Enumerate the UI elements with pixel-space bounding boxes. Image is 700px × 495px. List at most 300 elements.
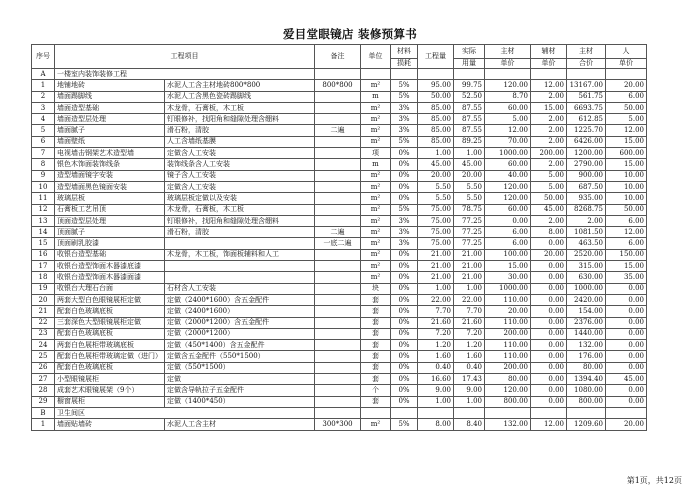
row-unit: 套 bbox=[361, 374, 391, 385]
row-aux-price: 20.00 bbox=[531, 249, 567, 260]
row-unit: m² bbox=[361, 102, 391, 113]
row-unit: m² bbox=[361, 419, 391, 430]
row-main-total: 132.00 bbox=[567, 340, 606, 351]
row-aux-price: 200.00 bbox=[531, 148, 567, 159]
empty-cell bbox=[418, 69, 454, 80]
empty-cell bbox=[315, 407, 361, 418]
row-unit: 套 bbox=[361, 396, 391, 407]
row-note bbox=[315, 102, 361, 113]
empty-cell bbox=[361, 407, 391, 418]
row-aux-price: 0.00 bbox=[531, 317, 567, 328]
row-aux-price: 0.00 bbox=[531, 283, 567, 294]
row-note bbox=[315, 159, 361, 170]
row-note bbox=[315, 215, 361, 226]
row-name: 墙面贴墙砖 bbox=[55, 419, 165, 430]
empty-cell bbox=[531, 69, 567, 80]
row-name: 造型墙面黑色镜面安装 bbox=[55, 181, 165, 192]
table-row bbox=[32, 136, 647, 147]
row-loss: 0% bbox=[391, 159, 418, 170]
row-main-price: 800.00 bbox=[485, 396, 531, 407]
table-row bbox=[32, 238, 647, 249]
row-loss: 3% bbox=[391, 238, 418, 249]
row-note bbox=[315, 351, 361, 362]
row-unit: 套 bbox=[361, 306, 391, 317]
table-row bbox=[32, 102, 647, 113]
header-project: 工程项目 bbox=[55, 45, 315, 69]
empty-cell bbox=[454, 69, 485, 80]
row-note bbox=[315, 374, 361, 385]
row-note bbox=[315, 340, 361, 351]
row-name: 成套艺术眼镜展架（9个） bbox=[55, 385, 165, 396]
row-desc bbox=[165, 261, 315, 272]
row-note bbox=[315, 396, 361, 407]
row-qty: 5.50 bbox=[418, 193, 454, 204]
row-name: 收银台造型饰面木器漆底漆 bbox=[55, 261, 165, 272]
row-actual: 78.75 bbox=[454, 204, 485, 215]
row-actual: 5.50 bbox=[454, 181, 485, 192]
row-aux-price: 0.00 bbox=[531, 294, 567, 305]
empty-cell bbox=[567, 407, 606, 418]
header-main-top: 主材 bbox=[485, 45, 531, 59]
row-loss: 0% bbox=[391, 351, 418, 362]
row-seq: 26 bbox=[32, 362, 55, 373]
row-seq: 1 bbox=[32, 419, 55, 430]
row-note bbox=[315, 362, 361, 373]
row-actual: 21.60 bbox=[454, 317, 485, 328]
table-row bbox=[32, 351, 647, 362]
row-seq: 27 bbox=[32, 374, 55, 385]
row-seq: 17 bbox=[32, 261, 55, 272]
row-unit: m² bbox=[361, 215, 391, 226]
row-labor-price: 15.00 bbox=[606, 136, 647, 147]
table-row bbox=[32, 114, 647, 125]
row-loss: 0% bbox=[391, 193, 418, 204]
row-seq: 5 bbox=[32, 125, 55, 136]
row-desc: 木龙骨，石膏板，木工板 bbox=[165, 102, 315, 113]
row-unit: 套 bbox=[361, 340, 391, 351]
row-labor-price: 15.00 bbox=[606, 261, 647, 272]
row-qty: 8.00 bbox=[418, 419, 454, 430]
row-main-total: 13167.00 bbox=[567, 80, 606, 91]
row-actual: 77.25 bbox=[454, 227, 485, 238]
header-main-total-bottom: 合价 bbox=[567, 59, 606, 69]
row-main-total: 687.50 bbox=[567, 181, 606, 192]
row-aux-price: 0.00 bbox=[531, 340, 567, 351]
row-seq: 29 bbox=[32, 396, 55, 407]
table-row bbox=[32, 385, 647, 396]
empty-cell bbox=[418, 407, 454, 418]
row-aux-price: 0.00 bbox=[531, 351, 567, 362]
row-labor-price: 600.00 bbox=[606, 148, 647, 159]
row-main-total: 2420.00 bbox=[567, 294, 606, 305]
row-aux-price: 2.00 bbox=[531, 125, 567, 136]
row-labor-price: 0.00 bbox=[606, 396, 647, 407]
row-aux-price: 0.00 bbox=[531, 385, 567, 396]
row-qty: 21.60 bbox=[418, 317, 454, 328]
row-labor-price: 6.00 bbox=[606, 91, 647, 102]
row-aux-price: 0.00 bbox=[531, 328, 567, 339]
row-main-total: 1200.00 bbox=[567, 148, 606, 159]
row-actual: 1.00 bbox=[454, 396, 485, 407]
row-desc: 水泥人工含主材 bbox=[165, 419, 315, 430]
row-loss: 5% bbox=[391, 91, 418, 102]
row-qty: 1.00 bbox=[418, 148, 454, 159]
row-main-total: 8268.75 bbox=[567, 204, 606, 215]
row-name: 石膏板工艺吊顶 bbox=[55, 204, 165, 215]
row-name: 墙面壁纸 bbox=[55, 136, 165, 147]
row-aux-price: 0.00 bbox=[531, 261, 567, 272]
row-name: 收银台造型饰面木器漆面漆 bbox=[55, 272, 165, 283]
row-seq: 18 bbox=[32, 272, 55, 283]
row-actual: 89.25 bbox=[454, 136, 485, 147]
row-labor-price: 20.00 bbox=[606, 419, 647, 430]
row-labor-price: 0.00 bbox=[606, 294, 647, 305]
row-actual: 1.00 bbox=[454, 148, 485, 159]
row-name: 顶面腻子 bbox=[55, 227, 165, 238]
row-note bbox=[315, 136, 361, 147]
row-aux-price: 0.00 bbox=[531, 374, 567, 385]
row-desc: 定做（2400*1600）含五金配件 bbox=[165, 294, 315, 305]
table-row bbox=[32, 283, 647, 294]
row-main-price: 60.00 bbox=[485, 159, 531, 170]
row-main-total: 1000.00 bbox=[567, 283, 606, 294]
row-labor-price: 0.00 bbox=[606, 317, 647, 328]
row-seq: 16 bbox=[32, 249, 55, 260]
row-desc: 钉眼修补，找阳角和缝隙处理含绷料 bbox=[165, 114, 315, 125]
row-qty: 7.20 bbox=[418, 328, 454, 339]
row-name: 两套大型白色眼镜展柜定做 bbox=[55, 294, 165, 305]
row-qty: 1.60 bbox=[418, 351, 454, 362]
row-main-total: 2520.00 bbox=[567, 249, 606, 260]
row-labor-price: 0.00 bbox=[606, 340, 647, 351]
row-name: 电视墙击钢架艺术造型墙 bbox=[55, 148, 165, 159]
row-unit: 项 bbox=[361, 148, 391, 159]
row-loss: 0% bbox=[391, 328, 418, 339]
page-footer: 第1页，共12页 bbox=[626, 476, 682, 485]
row-unit: m² bbox=[361, 238, 391, 249]
row-unit: 块 bbox=[361, 283, 391, 294]
row-aux-price: 2.00 bbox=[531, 159, 567, 170]
row-desc: 玻璃层板定做以及安装 bbox=[165, 193, 315, 204]
row-loss: 5% bbox=[391, 419, 418, 430]
row-desc: 定做（550*1500） bbox=[165, 362, 315, 373]
row-name: 造型墙面镜字安装 bbox=[55, 170, 165, 181]
row-main-price: 120.00 bbox=[485, 385, 531, 396]
row-main-total: 561.75 bbox=[567, 91, 606, 102]
header-material-bottom: 损耗 bbox=[391, 59, 418, 69]
table-row bbox=[32, 91, 647, 102]
row-qty: 85.00 bbox=[418, 125, 454, 136]
row-main-total: 1081.50 bbox=[567, 227, 606, 238]
row-actual: 77.25 bbox=[454, 215, 485, 226]
row-seq: 21 bbox=[32, 306, 55, 317]
row-seq: 1 bbox=[32, 80, 55, 91]
row-seq: 8 bbox=[32, 159, 55, 170]
row-unit: m² bbox=[361, 249, 391, 260]
row-desc: 人工含墙纸基膜 bbox=[165, 136, 315, 147]
row-note: 300*300 bbox=[315, 419, 361, 430]
table-row bbox=[32, 170, 647, 181]
table-row bbox=[32, 215, 647, 226]
row-qty: 95.00 bbox=[418, 80, 454, 91]
row-seq: 15 bbox=[32, 238, 55, 249]
row-qty: 21.00 bbox=[418, 272, 454, 283]
row-desc: 定做（2400*1600） bbox=[165, 306, 315, 317]
row-actual: 1.20 bbox=[454, 340, 485, 351]
row-loss: 0% bbox=[391, 306, 418, 317]
row-main-price: 110.00 bbox=[485, 351, 531, 362]
row-unit: m² bbox=[361, 193, 391, 204]
row-qty: 1.00 bbox=[418, 283, 454, 294]
row-labor-price: 50.00 bbox=[606, 102, 647, 113]
row-main-total: 2790.00 bbox=[567, 159, 606, 170]
row-unit: m² bbox=[361, 227, 391, 238]
row-name: 顶面造型层处理 bbox=[55, 215, 165, 226]
row-desc: 木龙骨，石膏板，木工板 bbox=[165, 204, 315, 215]
row-unit: m² bbox=[361, 136, 391, 147]
row-name: 墙面造型层处理 bbox=[55, 114, 165, 125]
row-name: 配套白色玻璃底板 bbox=[55, 328, 165, 339]
row-main-price: 200.00 bbox=[485, 362, 531, 373]
row-loss: 5% bbox=[391, 204, 418, 215]
row-aux-price: 0.00 bbox=[531, 362, 567, 373]
row-actual: 17.43 bbox=[454, 374, 485, 385]
row-name: 橱窗展柜 bbox=[55, 396, 165, 407]
row-qty: 16.60 bbox=[418, 374, 454, 385]
row-labor-price: 10.00 bbox=[606, 193, 647, 204]
table-row bbox=[32, 193, 647, 204]
row-actual: 0.40 bbox=[454, 362, 485, 373]
row-note bbox=[315, 328, 361, 339]
row-unit: m² bbox=[361, 204, 391, 215]
row-main-price: 1000.00 bbox=[485, 148, 531, 159]
row-desc: 水泥人工含黑色瓷砖踢脚线 bbox=[165, 91, 315, 102]
row-loss: 0% bbox=[391, 385, 418, 396]
row-desc bbox=[165, 238, 315, 249]
row-note bbox=[315, 294, 361, 305]
row-loss: 3% bbox=[391, 114, 418, 125]
row-main-price: 120.00 bbox=[485, 80, 531, 91]
empty-cell bbox=[391, 407, 418, 418]
row-desc: 钉眼修补，找阳角和缝隙处理含绷料 bbox=[165, 215, 315, 226]
empty-cell bbox=[315, 69, 361, 80]
header-aux-top: 辅材 bbox=[531, 45, 567, 59]
empty-cell bbox=[485, 69, 531, 80]
row-main-total: 6693.75 bbox=[567, 102, 606, 113]
empty-cell bbox=[531, 407, 567, 418]
row-main-total: 2376.00 bbox=[567, 317, 606, 328]
row-loss: 0% bbox=[391, 294, 418, 305]
row-unit: 套 bbox=[361, 351, 391, 362]
header-quantity: 工程量 bbox=[418, 45, 454, 69]
row-note bbox=[315, 317, 361, 328]
row-name: 小型眼镜展柜 bbox=[55, 374, 165, 385]
row-loss: 0% bbox=[391, 283, 418, 294]
row-seq: 12 bbox=[32, 204, 55, 215]
header-aux-bottom: 单价 bbox=[531, 59, 567, 69]
row-desc: 滑石粉，清胶 bbox=[165, 227, 315, 238]
row-loss: 0% bbox=[391, 181, 418, 192]
section-code: B bbox=[32, 407, 55, 418]
row-labor-price: 5.00 bbox=[606, 114, 647, 125]
row-labor-price: 0.00 bbox=[606, 328, 647, 339]
row-loss: 3% bbox=[391, 102, 418, 113]
header-seq: 序号 bbox=[32, 45, 55, 69]
row-note bbox=[315, 148, 361, 159]
row-name: 三套深色大型眼镜展柜定做 bbox=[55, 317, 165, 328]
row-actual: 1.00 bbox=[454, 283, 485, 294]
row-main-price: 20.00 bbox=[485, 306, 531, 317]
row-actual: 7.20 bbox=[454, 328, 485, 339]
row-main-total: 80.00 bbox=[567, 362, 606, 373]
row-seq: 11 bbox=[32, 193, 55, 204]
section-name: 一楼室内装饰装修工程 bbox=[55, 69, 315, 80]
row-note bbox=[315, 261, 361, 272]
row-main-total: 176.00 bbox=[567, 351, 606, 362]
row-unit: 套 bbox=[361, 294, 391, 305]
row-note: 二遍 bbox=[315, 125, 361, 136]
header-actual-top: 实际 bbox=[454, 45, 485, 59]
row-actual: 99.75 bbox=[454, 80, 485, 91]
row-qty: 9.00 bbox=[418, 385, 454, 396]
row-labor-price: 15.00 bbox=[606, 159, 647, 170]
row-loss: 3% bbox=[391, 227, 418, 238]
section-code: A bbox=[32, 69, 55, 80]
row-labor-price: 20.00 bbox=[606, 80, 647, 91]
row-main-total: 1209.60 bbox=[567, 419, 606, 430]
row-desc: 定做（2000*1200）含五金配件 bbox=[165, 317, 315, 328]
row-seq: 9 bbox=[32, 170, 55, 181]
row-seq: 10 bbox=[32, 181, 55, 192]
row-loss: 0% bbox=[391, 396, 418, 407]
row-unit: m² bbox=[361, 170, 391, 181]
row-qty: 20.00 bbox=[418, 170, 454, 181]
row-qty: 21.00 bbox=[418, 261, 454, 272]
row-actual: 22.00 bbox=[454, 294, 485, 305]
row-labor-price: 10.00 bbox=[606, 181, 647, 192]
row-loss: 3% bbox=[391, 215, 418, 226]
row-main-price: 110.00 bbox=[485, 340, 531, 351]
header-unit: 单位 bbox=[361, 45, 391, 69]
row-main-price: 1000.00 bbox=[485, 283, 531, 294]
row-labor-price: 0.00 bbox=[606, 362, 647, 373]
row-aux-price: 0.00 bbox=[531, 306, 567, 317]
row-main-total: 1440.00 bbox=[567, 328, 606, 339]
row-seq: 20 bbox=[32, 294, 55, 305]
row-note bbox=[315, 170, 361, 181]
row-main-total: 935.00 bbox=[567, 193, 606, 204]
table-row bbox=[32, 374, 647, 385]
table-row bbox=[32, 148, 647, 159]
row-main-price: 110.00 bbox=[485, 317, 531, 328]
row-aux-price: 2.00 bbox=[531, 91, 567, 102]
row-qty: 0.40 bbox=[418, 362, 454, 373]
row-qty: 85.00 bbox=[418, 136, 454, 147]
row-aux-price: 0.00 bbox=[531, 396, 567, 407]
row-main-price: 60.00 bbox=[485, 204, 531, 215]
row-labor-price: 0.00 bbox=[606, 385, 647, 396]
row-main-total: 6426.00 bbox=[567, 136, 606, 147]
row-note: 800*800 bbox=[315, 80, 361, 91]
row-seq: 24 bbox=[32, 340, 55, 351]
empty-cell bbox=[606, 407, 647, 418]
row-name: 收银台大理石台面 bbox=[55, 283, 165, 294]
row-loss: 0% bbox=[391, 317, 418, 328]
table-header bbox=[32, 45, 647, 69]
row-seq: 6 bbox=[32, 136, 55, 147]
row-note bbox=[315, 306, 361, 317]
row-main-price: 200.00 bbox=[485, 328, 531, 339]
row-note bbox=[315, 385, 361, 396]
row-main-price: 110.00 bbox=[485, 294, 531, 305]
table-body bbox=[32, 69, 647, 431]
row-desc: 定做含五金配件（550*1500） bbox=[165, 351, 315, 362]
table-row bbox=[32, 204, 647, 215]
row-unit: 个 bbox=[361, 385, 391, 396]
row-name: 玻璃层板 bbox=[55, 193, 165, 204]
row-aux-price: 12.00 bbox=[531, 419, 567, 430]
row-labor-price: 0.00 bbox=[606, 306, 647, 317]
row-labor-price: 45.00 bbox=[606, 374, 647, 385]
table-row bbox=[32, 396, 647, 407]
row-main-total: 1225.70 bbox=[567, 125, 606, 136]
row-main-total: 2.00 bbox=[567, 215, 606, 226]
row-note bbox=[315, 249, 361, 260]
row-unit: 套 bbox=[361, 328, 391, 339]
row-qty: 7.70 bbox=[418, 306, 454, 317]
table-row bbox=[32, 362, 647, 373]
header-main-bottom: 单价 bbox=[485, 59, 531, 69]
row-name: 墙面腻子 bbox=[55, 125, 165, 136]
row-labor-price: 12.00 bbox=[606, 125, 647, 136]
row-main-total: 800.00 bbox=[567, 396, 606, 407]
row-labor-price: 0.00 bbox=[606, 351, 647, 362]
row-aux-price: 12.00 bbox=[531, 80, 567, 91]
row-labor-price: 12.00 bbox=[606, 227, 647, 238]
row-main-price: 100.00 bbox=[485, 249, 531, 260]
row-actual: 21.00 bbox=[454, 272, 485, 283]
row-aux-price: 15.00 bbox=[531, 102, 567, 113]
row-note bbox=[315, 114, 361, 125]
empty-cell bbox=[454, 407, 485, 418]
row-actual: 21.00 bbox=[454, 261, 485, 272]
row-loss: 0% bbox=[391, 272, 418, 283]
row-qty: 22.00 bbox=[418, 294, 454, 305]
table-row bbox=[32, 340, 647, 351]
row-loss: 0% bbox=[391, 362, 418, 373]
row-name: 收银台造型基础 bbox=[55, 249, 165, 260]
row-main-price: 5.00 bbox=[485, 114, 531, 125]
row-seq: 19 bbox=[32, 283, 55, 294]
row-seq: 13 bbox=[32, 215, 55, 226]
row-labor-price: 6.00 bbox=[606, 215, 647, 226]
row-actual: 87.55 bbox=[454, 125, 485, 136]
row-main-total: 1394.40 bbox=[567, 374, 606, 385]
row-main-price: 40.00 bbox=[485, 170, 531, 181]
row-aux-price: 8.00 bbox=[531, 227, 567, 238]
row-name: 墙面造型基础 bbox=[55, 102, 165, 113]
header-actual-bottom: 用量 bbox=[454, 59, 485, 69]
row-qty: 75.00 bbox=[418, 204, 454, 215]
section-name: 卫生间区 bbox=[55, 407, 315, 418]
row-labor-price: 6.00 bbox=[606, 238, 647, 249]
row-aux-price: 0.00 bbox=[531, 272, 567, 283]
row-note bbox=[315, 283, 361, 294]
row-desc: 滑石粉，清胶 bbox=[165, 125, 315, 136]
table-row bbox=[32, 294, 647, 305]
row-loss: 5% bbox=[391, 80, 418, 91]
row-note bbox=[315, 181, 361, 192]
